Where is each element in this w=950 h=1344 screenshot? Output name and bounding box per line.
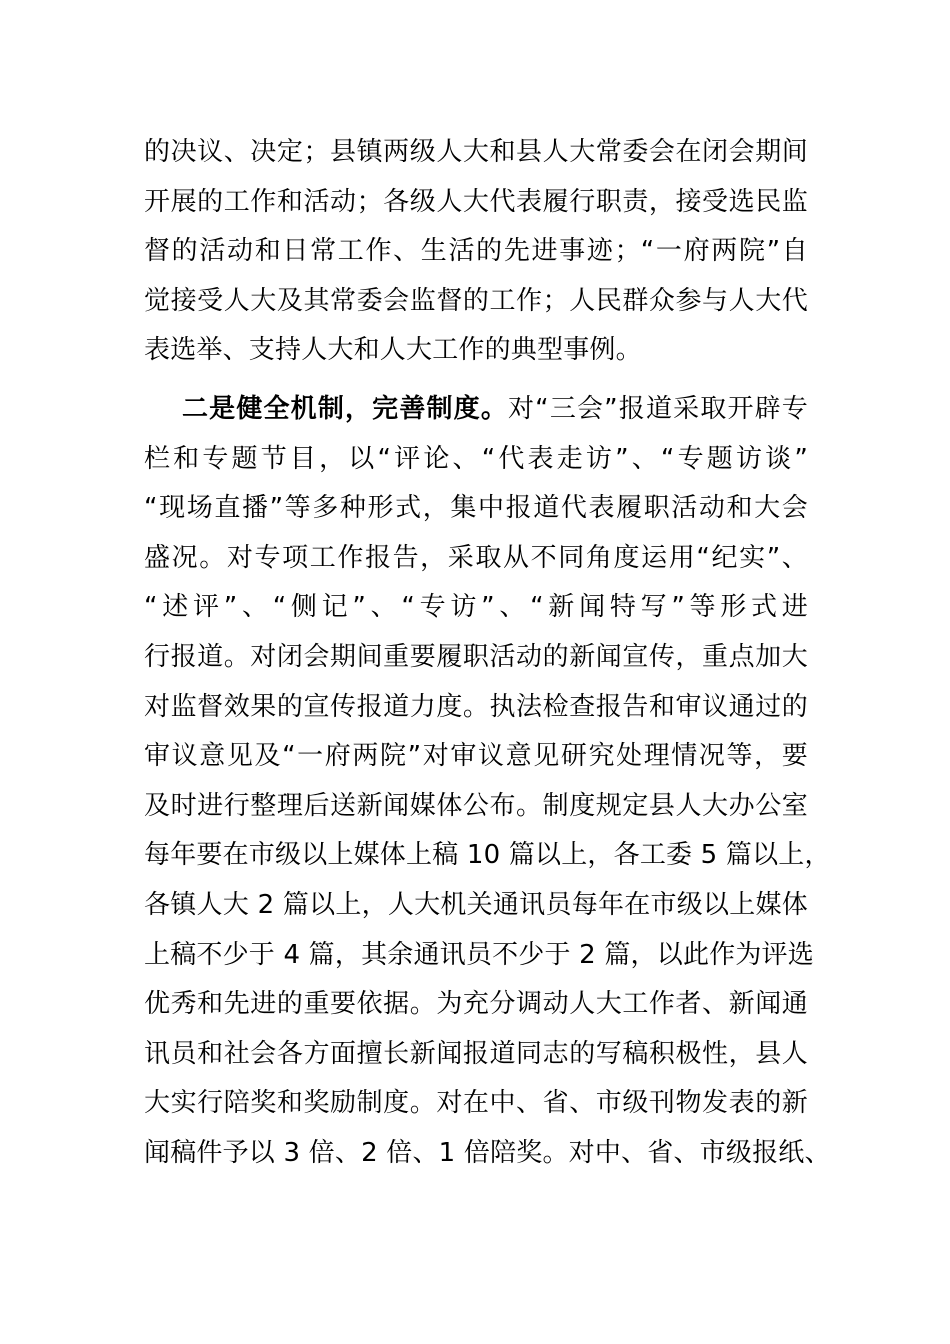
paragraph-2-first-line xyxy=(144,385,808,435)
paragraph-2-line: 行报道。对闭会期间重要履职活动的新闻宣传，重点加大 xyxy=(144,641,808,672)
paragraph-1-line: 开展的工作和活动；各级人大代表履行职责，接受选民监 xyxy=(144,186,808,217)
paragraph-1-line: 表选举、支持人大和人大工作的典型事例。 xyxy=(144,335,642,366)
paragraph-2-line: 对监督效果的宣传报道力度。执法检查报告和审议通过的 xyxy=(144,691,808,722)
paragraph-2-line: 上稿不少于 4 篇，其余通讯员不少于 2 篇，以此作为评选 xyxy=(144,939,814,970)
paragraph-2-line: 大实行陪奖和奖励制度。对在中、省、市级刊物发表的新 xyxy=(144,1088,808,1119)
paragraph-1 xyxy=(144,128,808,376)
paragraph-1-line: 的决议、决定；县镇两级人大和县人大常委会在闭会期间 xyxy=(144,137,808,167)
paragraph-2-line: 闻稿件予以 3 倍、2 倍、1 倍陪奖。对中、省、市级报纸、 xyxy=(144,1137,831,1168)
paragraph-2-heading: 二是健全机制，完善制度。 xyxy=(182,394,509,424)
paragraph-2-line: 每年要在市级以上媒体上稿 10 篇以上，各工委 5 篇以上， xyxy=(144,840,831,871)
paragraph-2-line: 栏和专题节目，以“评论、“代表走访”、“专题访谈” xyxy=(144,443,808,474)
paragraph-2-line: 讯员和社会各方面擅长新闻报道同志的写稿积极性，县人 xyxy=(144,1038,808,1069)
paragraph-2-line: 优秀和先进的重要依据。为充分调动人大工作者、新闻通 xyxy=(144,989,808,1020)
paragraph-2-line: 审议意见及“一府两院”对审议意见研究处理情况等，要 xyxy=(144,741,808,772)
paragraph-1-line: 督的活动和日常工作、生活的先进事迹；“一府两院”自 xyxy=(144,236,808,267)
paragraph-2-line: 及时进行整理后送新闻媒体公布。制度规定县人大办公室 xyxy=(144,790,808,821)
paragraph-2 xyxy=(144,385,831,1179)
paragraph-2-line: “现场直播”等多种形式，集中报道代表履职活动和大会 xyxy=(144,493,808,524)
paragraph-2-line: “述评”、“侧记”、“专访”、“新闻特写”等形式进 xyxy=(144,592,808,623)
paragraph-2-first-line-text: 对“三会”报道采取开辟专 xyxy=(508,394,808,424)
paragraph-1-line: 觉接受人大及其常委会监督的工作；人民群众参与人大代 xyxy=(144,285,808,316)
paragraph-2-line: 各镇人大 2 篇以上，人大机关通讯员每年在市级以上媒体 xyxy=(144,889,808,920)
paragraph-2-line: 盛况。对专项工作报告，采取从不同角度运用“纪实”、 xyxy=(144,542,808,573)
